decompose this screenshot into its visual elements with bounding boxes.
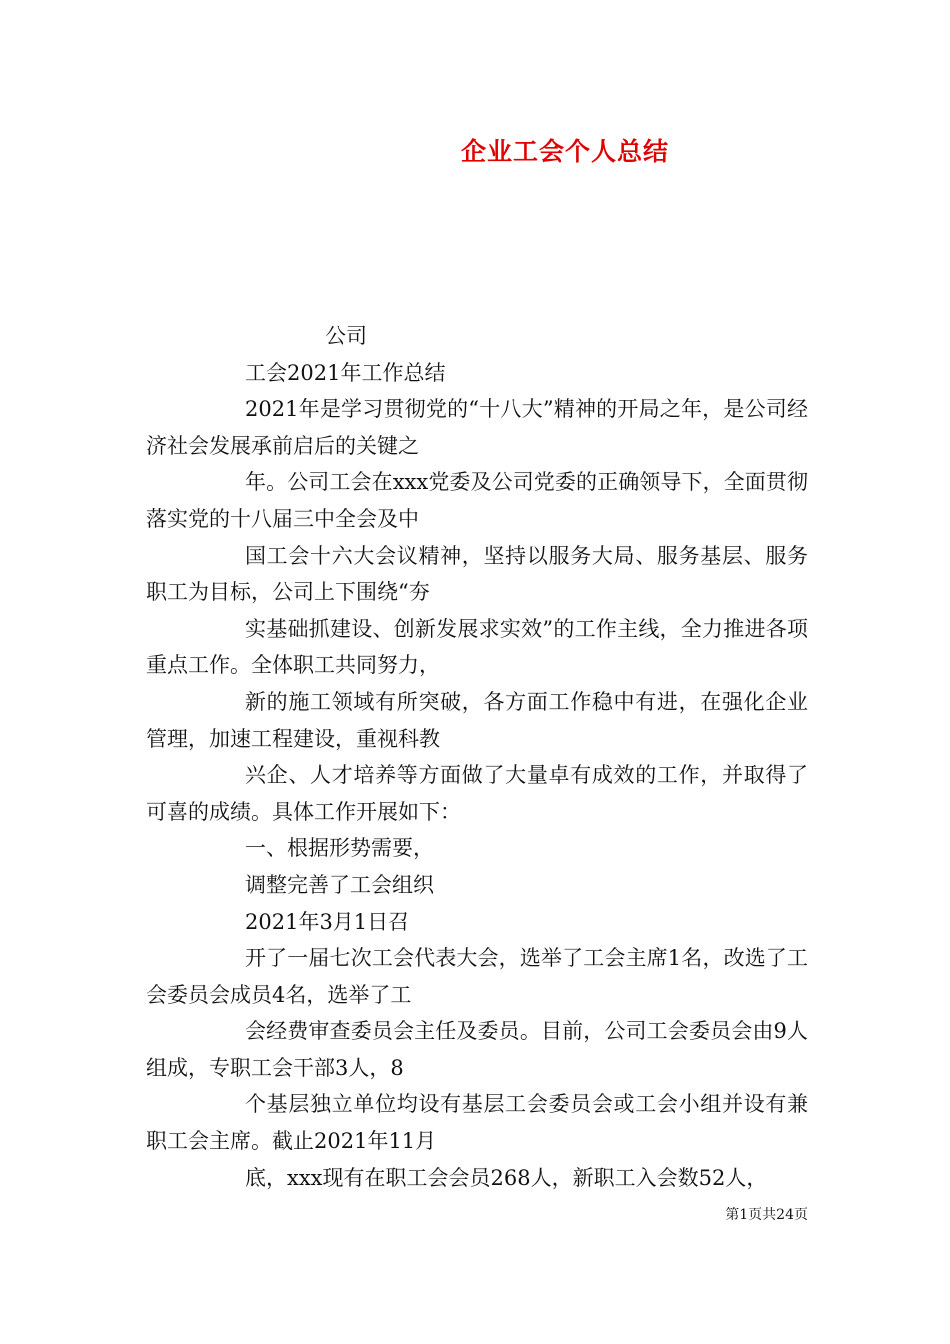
paragraph: 会经费审查委员会主任及委员。目前，公司工会委员会由9人组成，专职工会干部3人，8 xyxy=(146,1019,808,1080)
document-title: 企业工会个人总结 xyxy=(460,137,669,166)
paragraph: 国工会十六大会议精神，坚持以服务大局、服务基层、服务职工为目标，公司上下围绕“夯 xyxy=(146,543,808,605)
paragraph: 2021年是学习贯彻党的“十八大”精神的开局之年，是公司经济社会发展承前启后的关键之 xyxy=(146,397,808,458)
document-body xyxy=(146,318,808,1196)
paragraph: 个基层独立单位均设有基层工会委员会或工会小组并设有兼职工会主席。截止2021年11月 xyxy=(146,1092,808,1154)
paragraph: 开了一届七次工会代表大会，选举了工会主席1名，改选了工会委员会成员4名，选举了工 xyxy=(146,946,808,1007)
paragraph: 兴企、人才培养等方面做了大量卓有成效的工作，并取得了可喜的成绩。具体工作开展如下： xyxy=(146,763,808,824)
section-heading: 一、根据形势需要， xyxy=(245,836,434,861)
paragraph: 年。公司工会在xxx党委及公司党委的正确领导下，全面贯彻落实党的十八届三中全会及中 xyxy=(146,470,808,531)
paragraph: 公司 xyxy=(325,324,367,348)
paragraph: 调整完善了工会组织 xyxy=(245,872,434,897)
paragraph: 2021年3月1日召 xyxy=(245,909,410,934)
paragraph: 实基础抓建设、创新发展求实效”的工作主线，全力推进各项重点工作。全体职工共同努力， xyxy=(146,616,808,678)
paragraph: 底，xxx现有在职工会会员268人，新职工入会数52人， xyxy=(245,1165,768,1190)
paragraph: 工会2021年工作总结 xyxy=(245,360,446,385)
page-number-footer: 第1页共24页 xyxy=(725,1207,808,1223)
paragraph: 新的施工领域有所突破，各方面工作稳中有进，在强化企业管理，加速工程建设，重视科教 xyxy=(146,689,808,751)
